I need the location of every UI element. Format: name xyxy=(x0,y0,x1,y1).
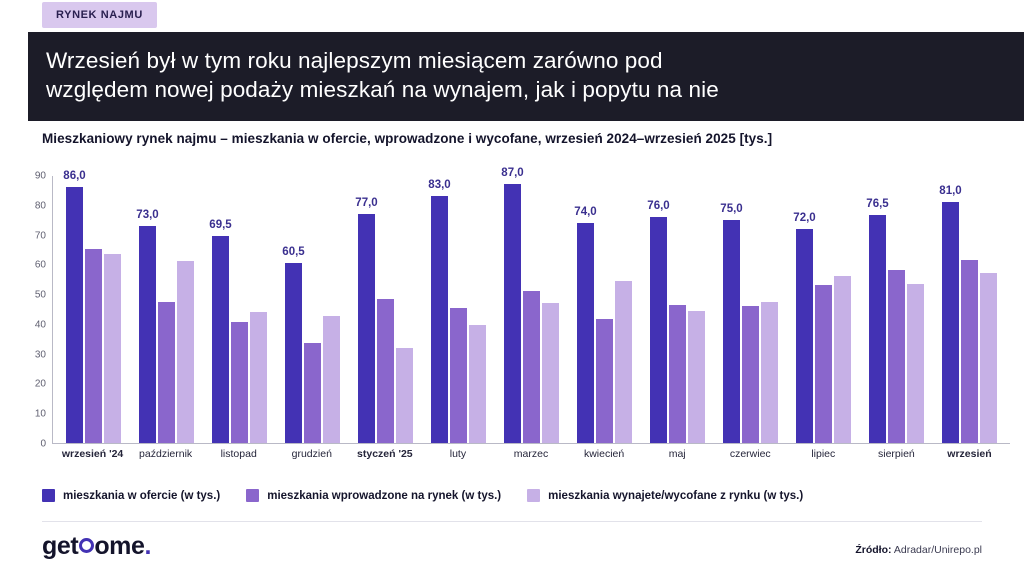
bar-group xyxy=(860,176,933,443)
bar xyxy=(523,291,540,443)
bar-group xyxy=(57,169,130,443)
bar-group xyxy=(495,166,568,443)
bar-value-label: 83,0 xyxy=(428,178,451,191)
bar-group xyxy=(787,176,860,443)
y-axis-tick: 50 xyxy=(34,289,46,301)
x-axis-label: wrzesień xyxy=(947,448,992,460)
bar xyxy=(104,254,121,443)
bar xyxy=(761,302,778,443)
legend-label: mieszkania wynajete/wycofane z rynku (w tys.) xyxy=(548,489,804,502)
x-axis-label: grudzień xyxy=(291,448,332,460)
bar xyxy=(669,305,686,443)
bar xyxy=(428,178,451,443)
bar xyxy=(720,202,743,443)
source-note xyxy=(855,544,982,556)
bar xyxy=(231,322,248,443)
bar-value-label: 69,5 xyxy=(209,219,232,232)
bar xyxy=(866,198,889,443)
bar xyxy=(742,306,759,443)
bar xyxy=(615,281,632,443)
source-value: Adradar/Unirepo.pl xyxy=(893,544,982,556)
bar xyxy=(888,270,905,443)
bar-value-label: 74,0 xyxy=(574,205,597,218)
chart-legend xyxy=(42,489,803,502)
bar xyxy=(304,343,321,443)
bar-value-label: 86,0 xyxy=(63,169,86,182)
y-axis-tick: 40 xyxy=(34,319,46,331)
bar xyxy=(647,199,670,443)
bar xyxy=(907,284,924,443)
x-axis-label: październik xyxy=(139,448,193,460)
bar xyxy=(793,211,816,443)
y-axis xyxy=(16,170,50,450)
bar-value-label: 77,0 xyxy=(355,196,378,209)
y-axis-tick: 80 xyxy=(34,200,46,212)
bar xyxy=(355,196,378,443)
x-axis-label: maj xyxy=(668,448,686,460)
bar xyxy=(834,276,851,443)
y-axis-tick: 0 xyxy=(40,438,46,450)
legend-label: mieszkania wprowadzone na rynek (w tys.) xyxy=(267,489,502,502)
x-axis-label: sierpień xyxy=(878,448,915,460)
bar xyxy=(63,169,86,443)
chart-container xyxy=(16,166,1016,476)
bar xyxy=(688,311,705,444)
x-axis-labels xyxy=(52,448,1010,460)
x-axis-label: czerwiec xyxy=(729,448,771,460)
y-axis-tick: 30 xyxy=(34,349,46,361)
bar xyxy=(469,325,486,443)
bar xyxy=(250,312,267,443)
headline-banner xyxy=(28,32,1024,121)
source-label: Źródło: xyxy=(855,544,892,556)
logo-text-ome: ome xyxy=(94,532,145,560)
bar-group xyxy=(714,176,787,443)
bar xyxy=(815,285,832,443)
legend-swatch xyxy=(527,489,540,502)
x-axis-label: listopad xyxy=(220,448,257,460)
x-axis-label: lipiec xyxy=(811,448,836,460)
bar xyxy=(596,319,613,443)
bar xyxy=(323,316,340,443)
legend-label: mieszkania w ofercie (w tys.) xyxy=(63,489,221,502)
bar xyxy=(136,208,159,443)
gethome-logo xyxy=(42,532,151,561)
headline-line-2: względem nowej podaży mieszkań na wynajem, jak i popytu na nie xyxy=(46,77,719,103)
y-axis-tick: 10 xyxy=(34,408,46,420)
bar xyxy=(450,308,467,443)
bar-value-label: 76,5 xyxy=(866,198,889,211)
legend-item[interactable] xyxy=(246,489,501,502)
footer-divider xyxy=(42,521,982,522)
bar xyxy=(501,166,524,443)
bar-groups xyxy=(53,166,1010,443)
plot-area xyxy=(52,166,1010,444)
category-badge: RYNEK NAJMU xyxy=(42,2,157,28)
bar-value-label: 60,5 xyxy=(282,245,305,258)
y-axis-tick: 70 xyxy=(34,230,46,242)
logo-text-get: get xyxy=(42,532,79,560)
y-axis-tick: 60 xyxy=(34,259,46,271)
bar-group xyxy=(422,176,495,443)
headline-line-1: Wrzesień był w tym roku najlepszym miesiącem zarówno pod xyxy=(46,48,663,73)
bar xyxy=(939,184,962,443)
x-axis-label: styczeń '25 xyxy=(357,448,413,460)
bar-group xyxy=(641,176,714,443)
legend-swatch xyxy=(246,489,259,502)
bar xyxy=(574,205,597,443)
logo-ring-icon xyxy=(79,538,94,553)
bar xyxy=(282,245,305,443)
bar-value-label: 87,0 xyxy=(501,166,524,179)
legend-item[interactable] xyxy=(527,489,803,502)
bar-group xyxy=(349,176,422,443)
bar xyxy=(980,273,997,443)
bar xyxy=(209,219,232,443)
x-axis-label: wrzesień '24 xyxy=(61,448,124,460)
bar xyxy=(85,249,102,443)
bar-value-label: 76,0 xyxy=(647,199,670,212)
bar xyxy=(158,302,175,443)
y-axis-tick: 90 xyxy=(34,170,46,182)
bar-group xyxy=(276,176,349,443)
bar-group xyxy=(130,176,203,443)
bar-group xyxy=(933,176,1006,443)
x-axis-label: luty xyxy=(449,448,467,460)
x-axis-label: kwiecień xyxy=(583,448,625,460)
bar xyxy=(396,348,413,443)
bar xyxy=(961,260,978,443)
bar-group xyxy=(568,176,641,443)
legend-swatch xyxy=(42,489,55,502)
bar-value-label: 73,0 xyxy=(136,208,159,221)
bar xyxy=(177,261,194,443)
bar xyxy=(542,303,559,443)
legend-item[interactable] xyxy=(42,489,220,502)
logo-dot: . xyxy=(144,532,152,560)
bar-value-label: 75,0 xyxy=(720,202,743,215)
bar-group xyxy=(203,176,276,443)
bar xyxy=(377,299,394,443)
y-axis-tick: 20 xyxy=(34,378,46,390)
bar-value-label: 81,0 xyxy=(939,184,962,197)
bar-value-label: 72,0 xyxy=(793,211,816,224)
chart-subtitle: Mieszkaniowy rynek najmu – mieszkania w ofercie, wprowadzone i wycofane, wrzesień 2024–wrzesień 2025 [tys.] xyxy=(42,131,773,146)
x-axis-label: marzec xyxy=(513,448,549,460)
